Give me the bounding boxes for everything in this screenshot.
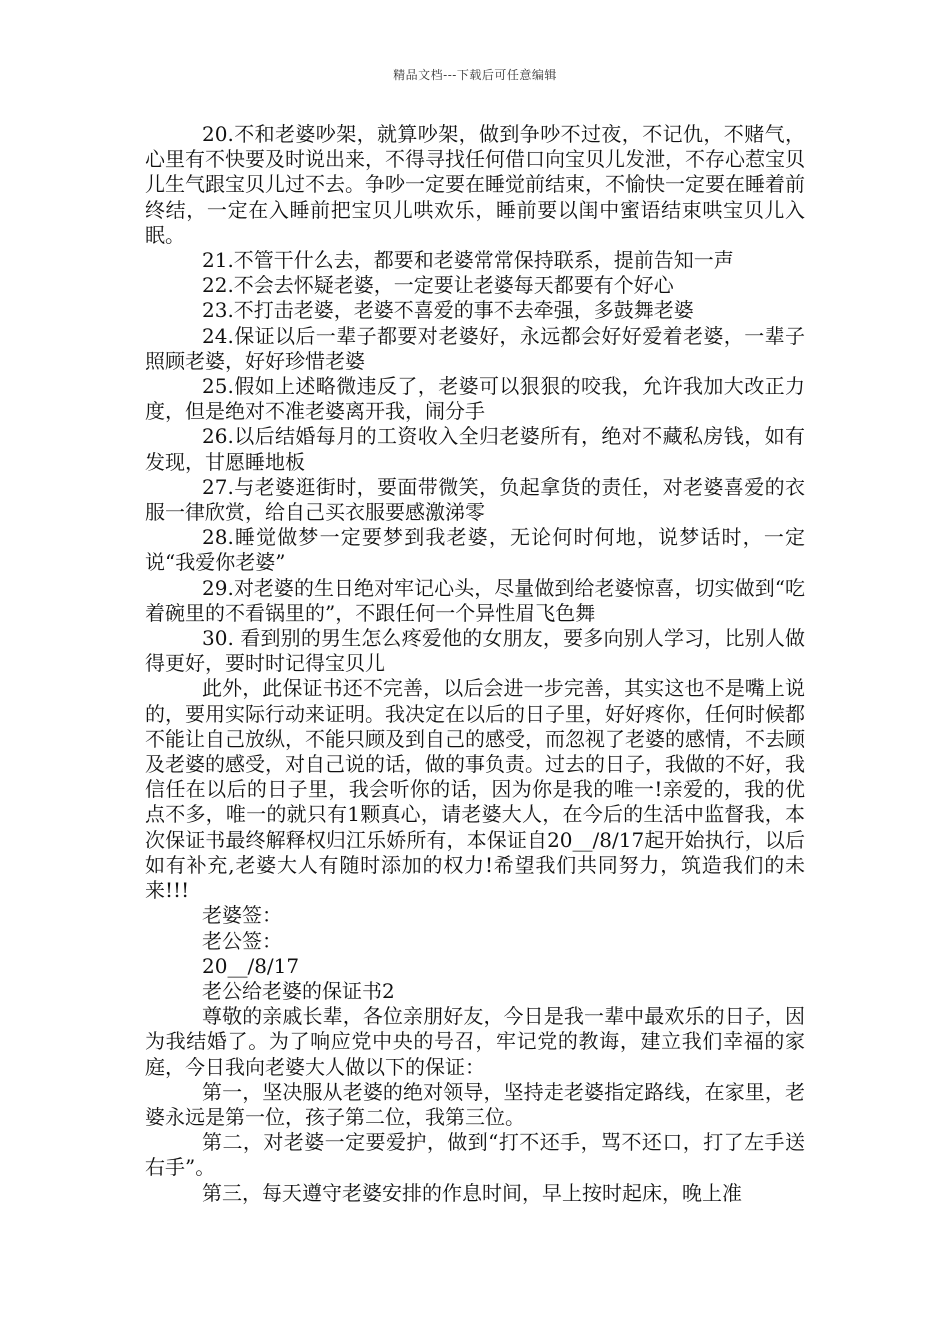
paragraph-26: 26.以后结婚每月的工资收入全归老婆所有，绝对不藏私房钱，如有发现，甘愿睡地板 — [145, 424, 805, 474]
pledge-first: 第一，坚决服从老婆的绝对领导，坚持走老婆指定路线，在家里，老婆永远是第一位，孩子第二位，我第三位。 — [145, 1079, 805, 1129]
intro-paragraph: 尊敬的亲戚长辈，各位亲朋好友，今日是我一辈中最欢乐的日子，因为我结婚了。为了响应党中央的号召，牢记党的教诲，建立我们幸福的家庭，今日我向老婆大人做以下的保证： — [145, 1004, 805, 1079]
paragraph-25: 25.假如上述略微违反了，老婆可以狠狠的咬我，允许我加大改正力度，但是绝对不准老婆离开我，闹分手 — [145, 374, 805, 424]
paragraph-22: 22.不会去怀疑老婆，一定要让老婆每天都要有个好心 — [202, 273, 674, 298]
paragraph-27: 27.与老婆逛街时，要面带微笑，负起拿货的责任，对老婆喜爱的衣服一律欣赏，给自己买衣服要感激涕零 — [145, 474, 805, 525]
closing-paragraph: 此外，此保证书还不完善，以后会进一步完善，其实这也不是嘴上说的，要用实际行动来证明。我决定在以后的日子里，好好疼你，任何时候都不能让自己放纵，不能只顾及到自己的感受，而忽视了老婆的感情，不去顾及老婆的感受，对自己说的话，做的事负责。过去的日子，我做的不好，我信任在以后的日子里，我会听你的话，因为你是我的唯一!亲爱的，我的优点不多，唯一的就只有1颗真心，请老婆大人，在今后的生活中监督我，本次保证书最终解释权归江乐娇所有，本保证自20__/8/17起开始执行，以后如有补充,老婆大人有随时添加的权力!希望我们共同努力，筑造我们的未来!!! — [145, 676, 805, 903]
page-header: 精品文档---下载后可任意编辑 — [393, 68, 557, 82]
pledge-second: 第二，对老婆一定要爱护，做到“打不还手，骂不还口，打了左手送右手”。 — [145, 1130, 805, 1180]
husband-signature-line: 老公签： — [202, 928, 282, 953]
paragraph-29: 29.对老婆的生日绝对牢记心头，尽量做到给老婆惊喜，切实做到“吃着碗里的不看锅里的”，不跟任何一个异性眉飞色舞 — [145, 575, 805, 625]
section-title: 老公给老婆的保证书2 — [202, 978, 395, 1003]
pledge-third: 第三，每天遵守老婆安排的作息时间，早上按时起床，晚上准 — [202, 1180, 742, 1205]
paragraph-23: 23.不打击老婆，老婆不喜爱的事不去牵强，多鼓舞老婆 — [202, 298, 694, 323]
paragraph-24: 24.保证以后一辈子都要对老婆好，永远都会好好爱着老婆，一辈子照顾老婆，好好珍惜老婆 — [145, 323, 805, 373]
signature-date: 20__/8/17 — [202, 953, 300, 978]
paragraph-21: 21.不管干什么去，都要和老婆常常保持联系，提前告知一声 — [202, 248, 734, 273]
paragraph-30: 30. 看到别的男生怎么疼爱他的女朋友，要多向别人学习，比别人做得更好，要时时记得宝贝儿 — [145, 626, 805, 676]
document-body — [145, 122, 805, 1206]
paragraph-20: 20.不和老婆吵架，就算吵架，做到争吵不过夜，不记仇，不赌气，心里有不快要及时说出来，不得寻找任何借口向宝贝儿发泄，不存心惹宝贝儿生气跟宝贝儿过不去。争吵一定要在睡觉前结束，不愉快一定要在睡着前终结，一定在入睡前把宝贝儿哄欢乐，睡前要以闺中蜜语结束哄宝贝儿入眠。 — [145, 122, 805, 247]
wife-signature-line: 老婆签： — [202, 903, 282, 928]
paragraph-28: 28.睡觉做梦一定要梦到我老婆，无论何时何地，说梦话时，一定说“我爱你老婆” — [145, 525, 805, 575]
